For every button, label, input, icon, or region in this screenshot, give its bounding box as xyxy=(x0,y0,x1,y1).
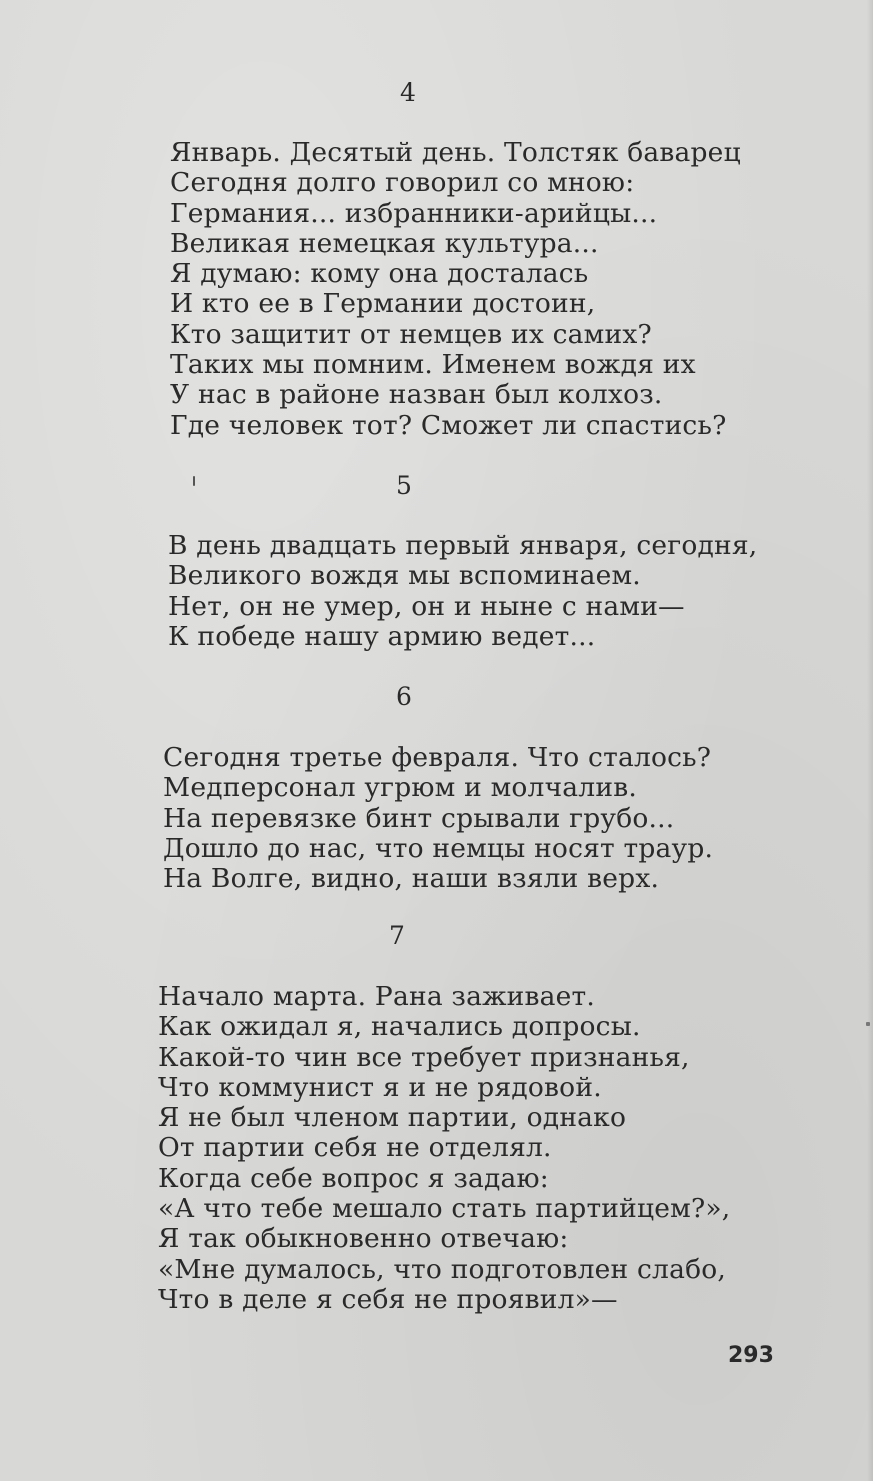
verse-line: Что в деле я себя не проявил»— xyxy=(158,1283,618,1315)
verse-line: Сегодня третье февраля. Что сталось? xyxy=(163,742,712,773)
verse-line: Кто защитит от немцев их самих? xyxy=(170,318,652,350)
verse-line: Таких мы помним. Именем вождя их xyxy=(170,349,696,381)
section-number: 4 xyxy=(400,78,416,107)
verse-line: Когда себе вопрос я задаю: xyxy=(158,1162,549,1194)
verse-line: Нет, он не умер, он и ныне с нами— xyxy=(168,590,685,622)
verse-line: Великая немецкая культура... xyxy=(170,227,599,259)
stanza xyxy=(170,138,741,441)
verse-line: Медперсонал угрюм и молчалив. xyxy=(163,772,637,804)
verse-line: Дошло до нас, что немцы носят траур. xyxy=(163,832,714,864)
section-number: 7 xyxy=(389,921,405,950)
ink-speck xyxy=(866,1022,870,1026)
ink-speck xyxy=(193,476,195,486)
verse-line: Сегодня долго говорил со мною: xyxy=(170,167,635,199)
stanza xyxy=(163,743,713,894)
stanza xyxy=(158,982,730,1315)
verse-line: И кто ее в Германии достоин, xyxy=(170,288,596,320)
verse-line: На Волге, видно, наши взяли верх. xyxy=(163,863,660,895)
verse-line: «А что тебе мешало стать партийцем?», xyxy=(158,1193,731,1225)
verse-line: На перевязке бинт срывали грубо... xyxy=(163,802,675,834)
section-number: 6 xyxy=(396,682,412,711)
verse-line: Что коммунист я и не рядовой. xyxy=(158,1071,602,1103)
verse-line: Я так обыкновенно отвечаю: xyxy=(158,1223,569,1255)
verse-line: Где человек тот? Сможет ли спастись? xyxy=(170,409,727,441)
verse-line: В день двадцать первый января, сегодня, xyxy=(168,530,758,561)
verse-line: Великого вождя мы вспоминаем. xyxy=(168,560,641,592)
page-number: 293 xyxy=(728,1343,774,1368)
verse-line: К победе нашу армию ведет... xyxy=(168,620,596,652)
verse-line: Начало марта. Рана заживает. xyxy=(158,981,596,1012)
verse-line: У нас в районе назван был колхоз. xyxy=(170,379,663,411)
verse-line: Как ожидал я, начались допросы. xyxy=(158,1011,641,1043)
verse-line: Какой-то чин все требует признанья, xyxy=(158,1041,690,1073)
stanza xyxy=(168,531,757,652)
verse-line: Я не был членом партии, однако xyxy=(158,1102,627,1134)
verse-line: «Мне думалось, что подготовлен слабо, xyxy=(158,1253,727,1285)
verse-line: От партии себя не отделял. xyxy=(158,1132,552,1164)
page-edge-shadow xyxy=(867,0,873,1481)
section-number: 5 xyxy=(396,471,412,500)
verse-line: Январь. Десятый день. Толстяк баварец xyxy=(170,137,741,168)
verse-line: Германия... избранники-арийцы... xyxy=(170,197,658,229)
verse-line: Я думаю: кому она досталась xyxy=(170,258,589,290)
